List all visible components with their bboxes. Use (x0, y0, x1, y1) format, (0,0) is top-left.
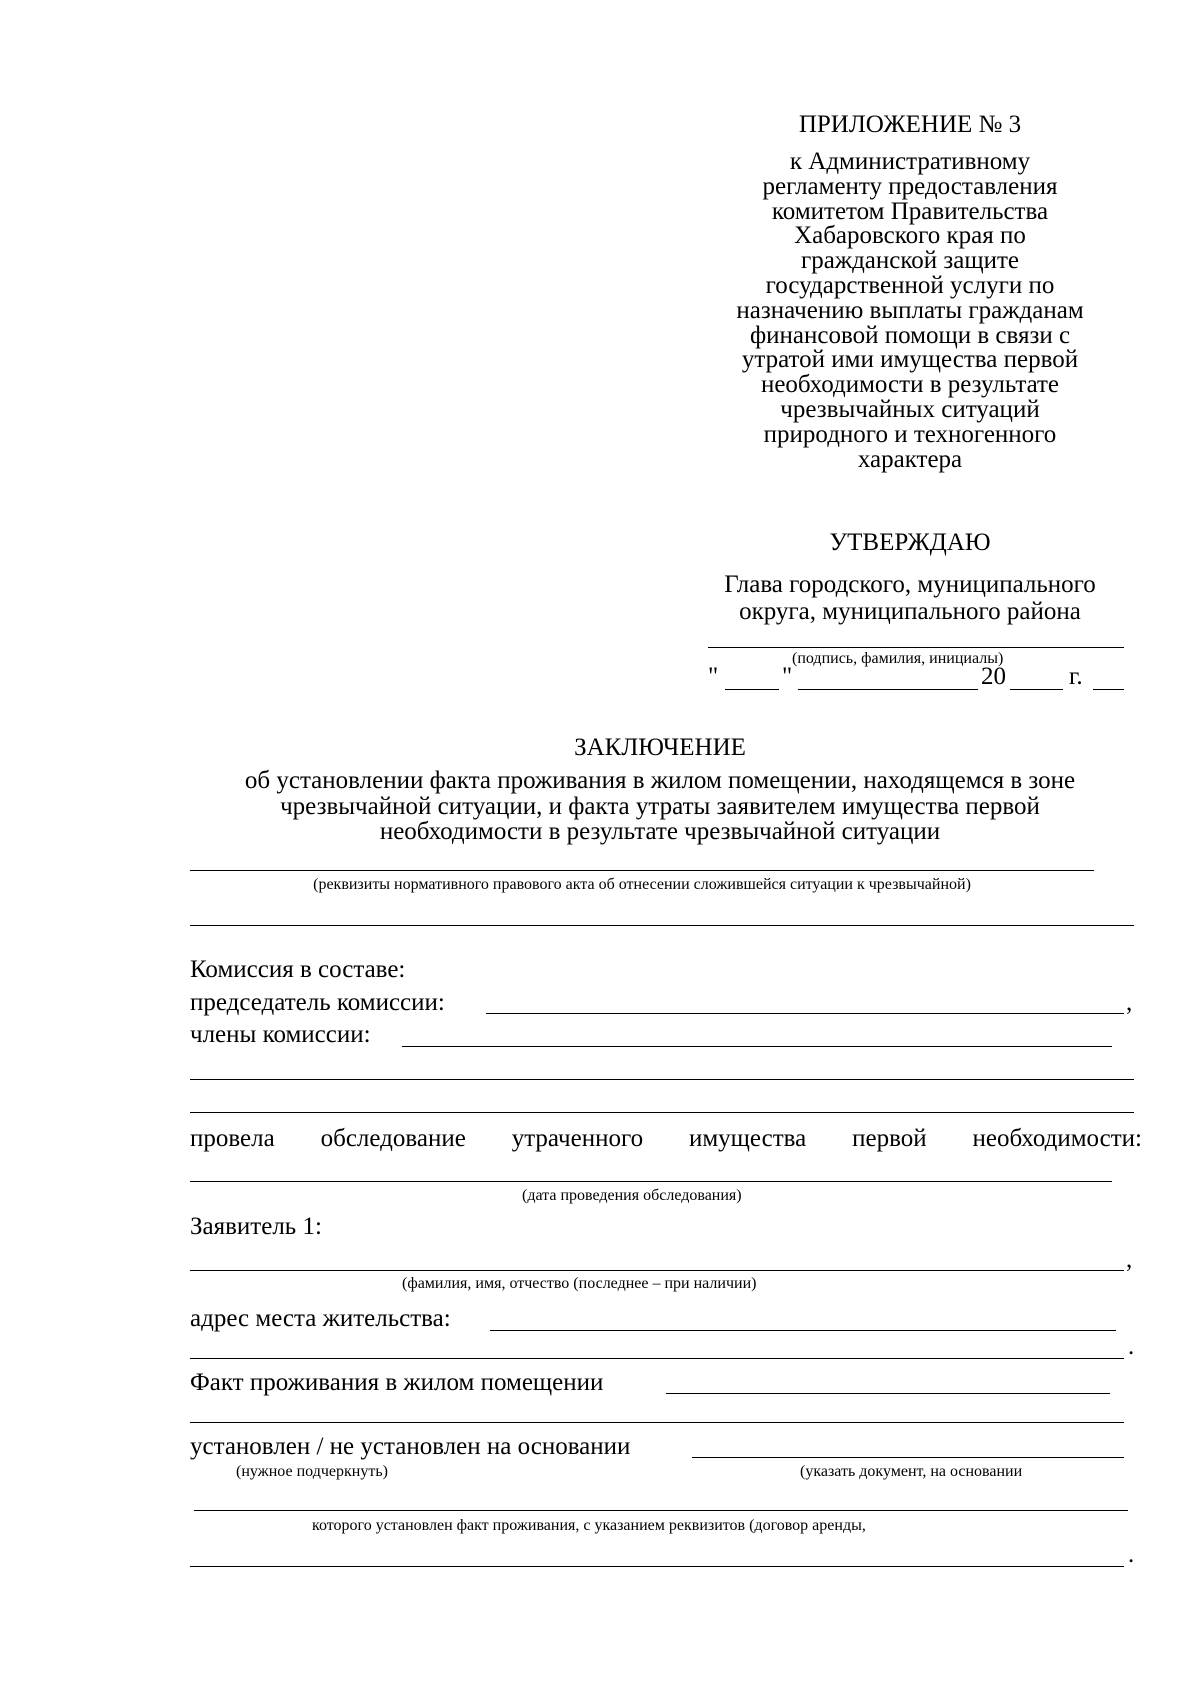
annex-line: утратой ими имущества первой (741, 346, 1079, 374)
members-field-1[interactable] (402, 1046, 1112, 1047)
annex-text (690, 150, 1130, 472)
approval-position-line: Глава городского, муниципального (724, 571, 1096, 598)
survey-word: обследование (320, 1125, 466, 1152)
annex-line: чрезвычайных ситуаций (780, 395, 1040, 423)
survey-date-caption: (дата проведения обследования) (522, 1187, 742, 1204)
annex-line: государственной услуги по (765, 271, 1055, 299)
annex-line: характера (857, 445, 963, 473)
address-label: адрес места жительства: (190, 1305, 451, 1332)
document-basis-field-2[interactable] (190, 1566, 1124, 1567)
annex-line: гражданской защите (800, 247, 1020, 275)
document-subtitle-line: необходимости в результате чрезвычайной ситуации (379, 818, 941, 845)
date-month-field[interactable] (798, 689, 978, 690)
date-quote-open: " (708, 663, 719, 690)
survey-word: первой (852, 1125, 927, 1152)
act-details-field[interactable] (190, 870, 1094, 871)
applicant-fio-field[interactable] (190, 1270, 1124, 1271)
document-subtitle-line: чрезвычайной ситуации, и факта утраты заявителем имущества первой (280, 792, 1040, 820)
signature-line[interactable] (708, 647, 1124, 648)
chairman-comma: , (1126, 989, 1133, 1016)
applicant-label: Заявитель 1: (190, 1213, 322, 1240)
annex-line: к Административному (789, 148, 1031, 175)
chairman-label: председатель комиссии: (190, 989, 445, 1016)
date-year-field[interactable] (1010, 689, 1063, 690)
address-field-2[interactable] (190, 1358, 1124, 1359)
established-label: установлен / не установлен на основании (190, 1433, 631, 1460)
date-tail-line (1093, 689, 1124, 690)
signature-caption: (подпись, фамилия, инициалы) (792, 650, 1004, 667)
survey-statement (190, 1126, 1142, 1151)
document-hint: (указать документ, на основании (800, 1463, 1023, 1480)
commission-label: Комиссия в составе: (190, 956, 406, 983)
applicant-fio-comma: , (1126, 1246, 1133, 1273)
established-basis-field[interactable] (692, 1457, 1124, 1458)
survey-word: необходимости: (972, 1125, 1142, 1152)
annex-line: необходимости в результате (760, 371, 1060, 399)
document-subtitle-line: об установлении факта проживания в жилом помещении, находящемся в зоне (244, 767, 1076, 794)
document-subtitle (180, 768, 1140, 845)
survey-word: утраченного (511, 1125, 644, 1152)
date-quote-close: " (782, 663, 793, 690)
chairman-field[interactable] (486, 1013, 1124, 1014)
annex-title: ПРИЛОЖЕНИЕ № 3 (798, 111, 1022, 138)
document-basis-period: . (1128, 1541, 1135, 1568)
act-details-field-2[interactable] (190, 925, 1134, 926)
residence-fact-field-2[interactable] (190, 1422, 1124, 1423)
annex-line: назначению выплаты гражданам (736, 296, 1084, 324)
date-day-field[interactable] (725, 689, 779, 690)
residence-fact-field-1[interactable] (666, 1393, 1110, 1394)
annex-line: регламенту предоставления (762, 172, 1058, 200)
survey-word: имущества (688, 1125, 807, 1152)
members-label: члены комиссии: (190, 1021, 371, 1048)
act-details-caption: (реквизиты нормативного правового акта об отнесении сложившейся ситуации к чрезвычайной) (313, 876, 971, 893)
date-year-suffix: г. (1069, 663, 1083, 690)
date-year-prefix: 20 (981, 663, 1006, 690)
document-title: ЗАКЛЮЧЕНИЕ (574, 734, 746, 761)
annex-line: природного и техногенного (763, 420, 1057, 448)
survey-word: провела (190, 1125, 275, 1152)
residence-fact-label: Факт проживания в жилом помещении (190, 1369, 604, 1396)
members-field-3[interactable] (190, 1112, 1134, 1113)
members-field-2[interactable] (190, 1079, 1134, 1080)
approval-position-line: округа, муниципального района (739, 598, 1081, 625)
address-field-1[interactable] (490, 1330, 1116, 1331)
annex-line: Хабаровского края по (794, 222, 1026, 250)
survey-date-field[interactable] (190, 1181, 1112, 1182)
address-period: . (1128, 1333, 1135, 1360)
approval-title: УТВЕРЖДАЮ (829, 529, 991, 556)
document-hint-continued: которого установлен факт проживания, с указанием реквизитов (договор аренды, (312, 1517, 866, 1534)
underline-hint: (нужное подчеркнуть) (236, 1463, 388, 1480)
applicant-fio-caption: (фамилия, имя, отчество (последнее – при наличии) (402, 1275, 757, 1292)
approval-position (700, 571, 1120, 625)
document-basis-field-1[interactable] (194, 1510, 1128, 1511)
annex-line: финансовой помощи в связи с (749, 321, 1071, 349)
annex-line: комитетом Правительства (771, 197, 1049, 225)
